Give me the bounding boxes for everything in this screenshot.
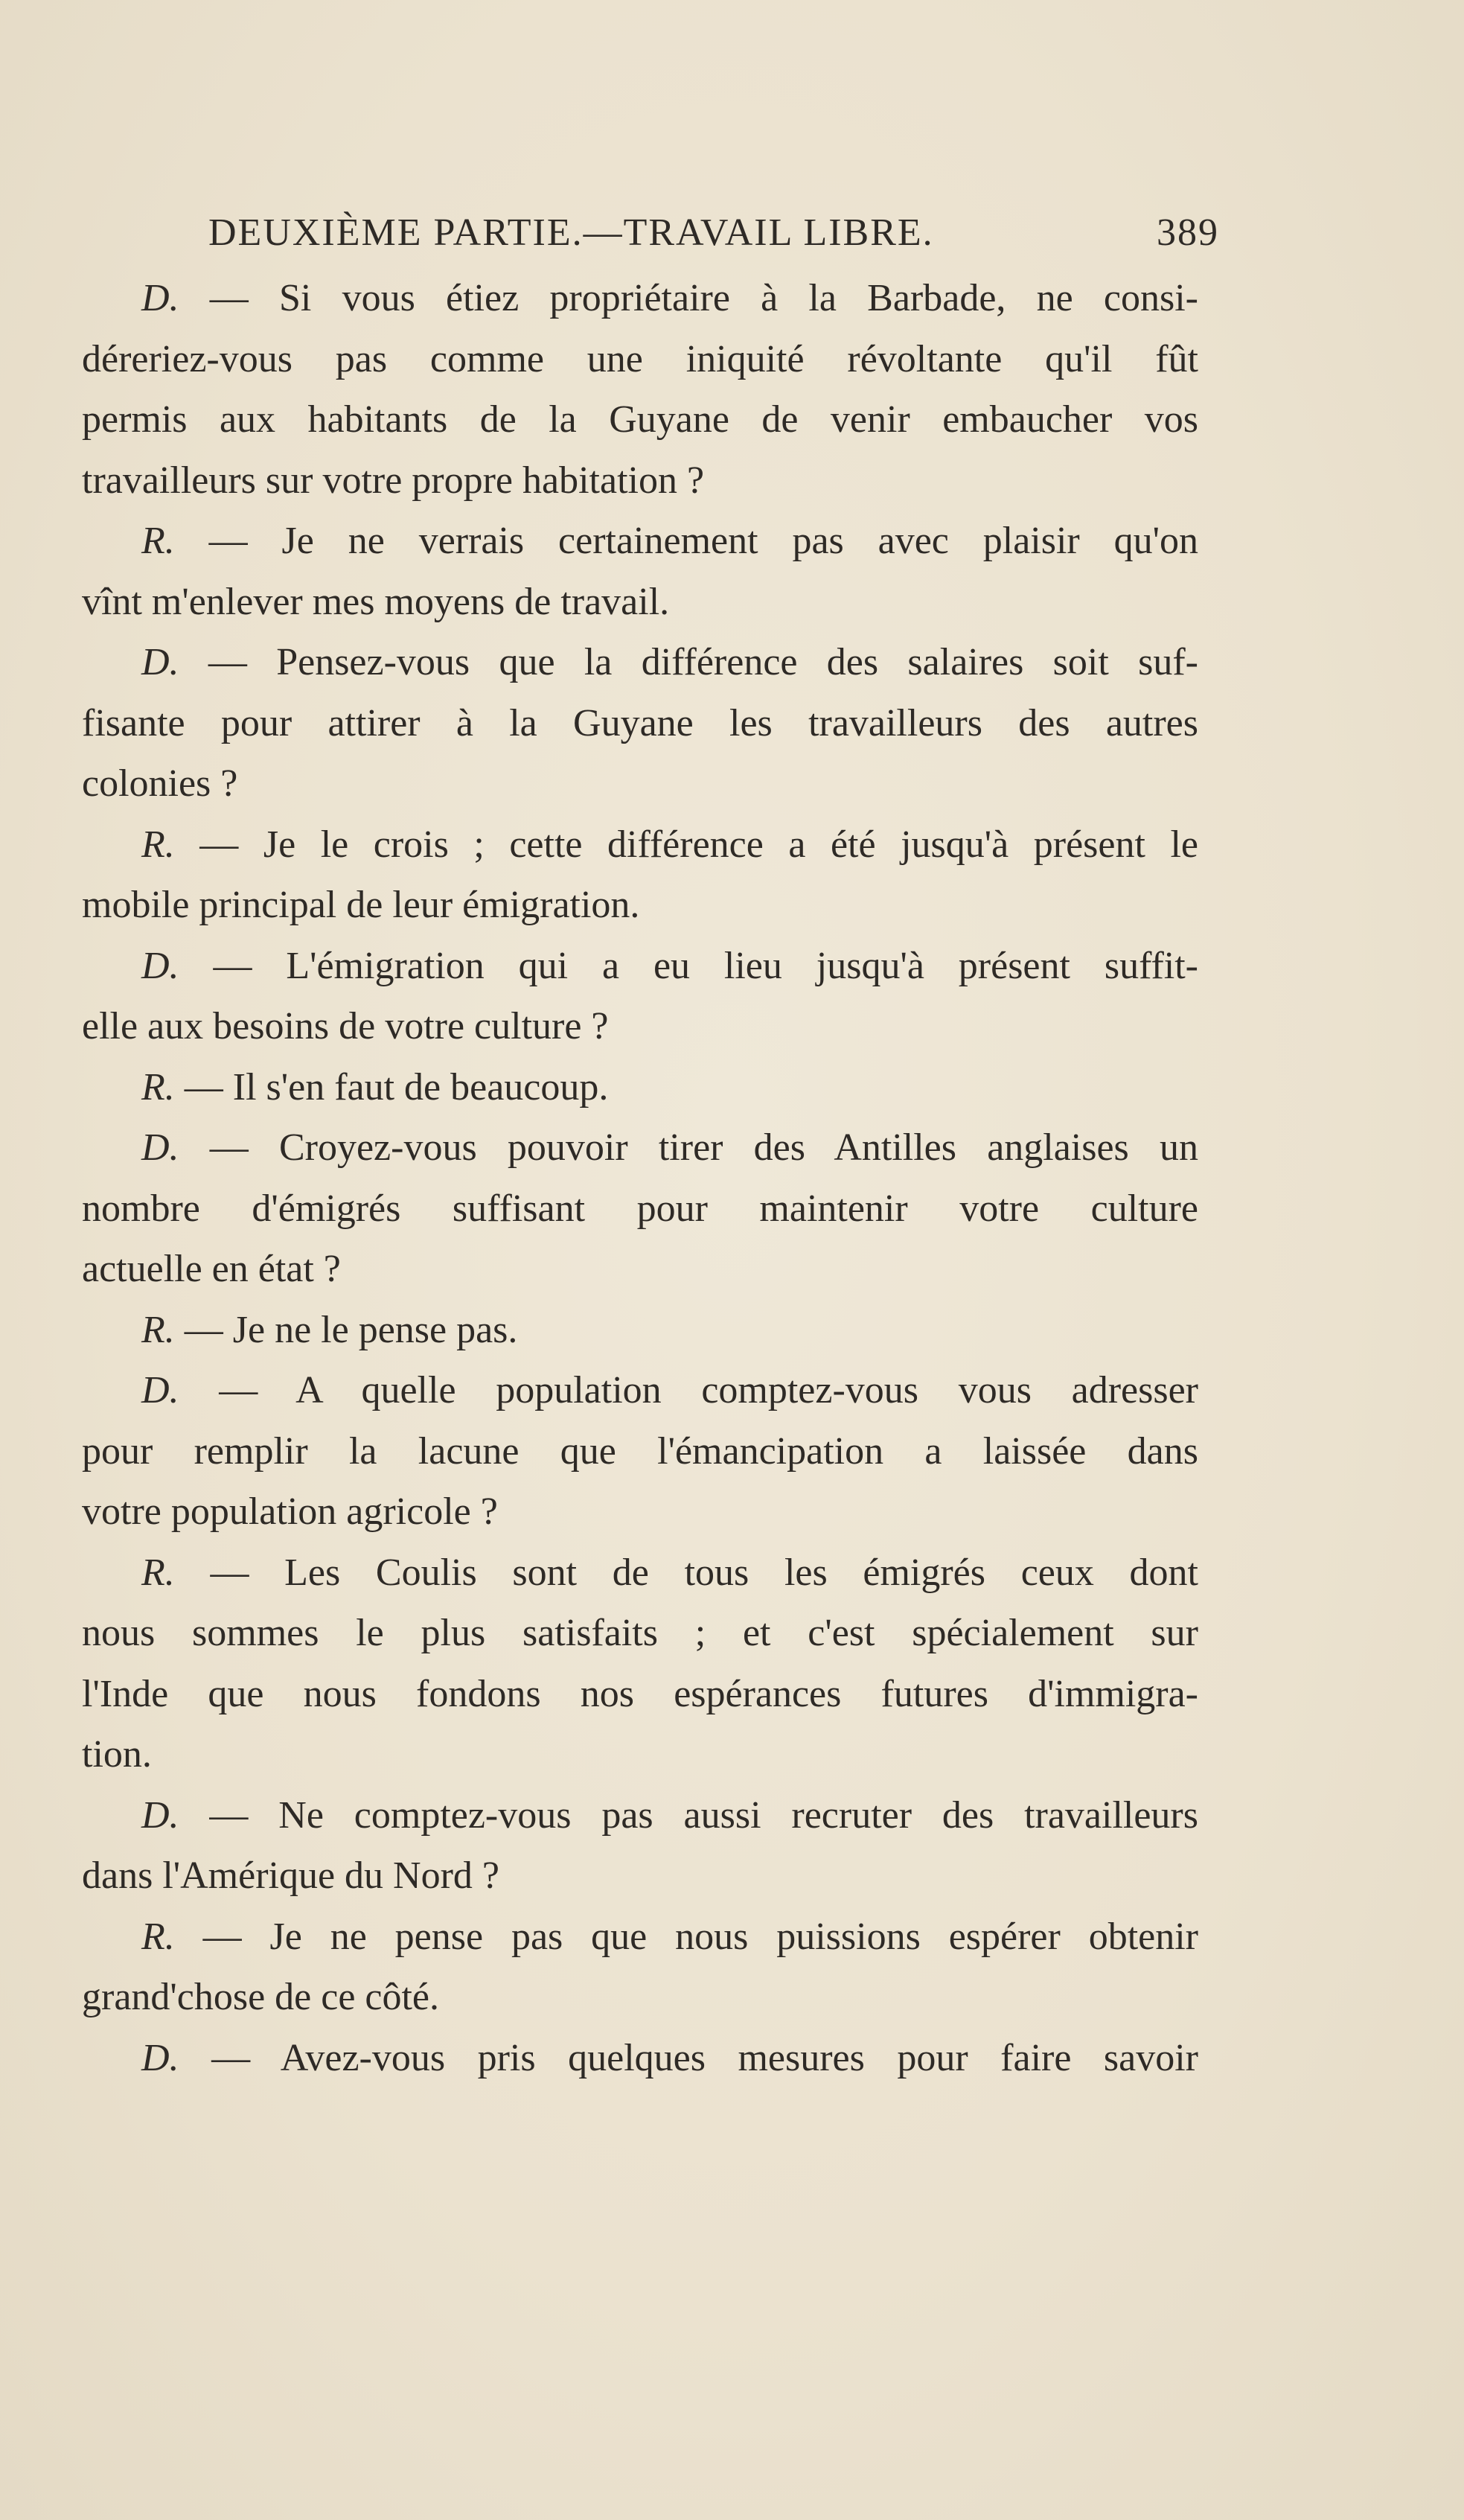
- line-text: — Je ne pense pas que nous puissions espérer obtenir: [174, 1915, 1198, 1958]
- text-line: [82, 1846, 1198, 1907]
- speaker-label: R.: [141, 823, 175, 866]
- text-line: [82, 632, 1198, 693]
- line-text: tion.: [82, 1733, 152, 1776]
- text-line: [82, 693, 1198, 754]
- line-text: fisante pour attirer à la Guyane les travailleurs des autres: [82, 701, 1198, 744]
- line-text: l'Inde que nous fondons nos espérances futures d'immigra-: [82, 1672, 1198, 1715]
- line-text: — Les Coulis sont de tous les émigrés ceux dont: [174, 1551, 1198, 1594]
- line-text: colonies ?: [82, 762, 238, 805]
- line-text: — Avez-vous pris quelques mesures pour faire savoir: [179, 2036, 1198, 2079]
- line-text: elle aux besoins de votre culture ?: [82, 1005, 609, 1047]
- text-line: [82, 1239, 1198, 1300]
- speaker-label: R.: [141, 1308, 175, 1351]
- text-line: [82, 1117, 1198, 1178]
- text-line: [82, 1603, 1198, 1664]
- page-number: 389: [1157, 211, 1219, 254]
- text-line: [82, 572, 1198, 633]
- speaker-label: R.: [141, 1065, 175, 1109]
- line-text: votre population agricole ?: [82, 1490, 498, 1533]
- line-text: — Ne comptez-vous pas aussi recruter des travailleurs: [179, 1793, 1198, 1837]
- text-line: [82, 2028, 1198, 2089]
- speaker-label: D.: [141, 1369, 179, 1411]
- text-line: [82, 1724, 1198, 1785]
- line-text: dans l'Amérique du Nord ?: [82, 1854, 500, 1897]
- line-text: travailleurs sur votre propre habitation ?: [82, 459, 705, 502]
- speaker-label: D.: [141, 1126, 179, 1169]
- line-text: mobile principal de leur émigration.: [82, 884, 640, 926]
- text-line: [82, 1967, 1198, 2028]
- speaker-label: D.: [141, 277, 179, 319]
- text-line: [82, 753, 1198, 814]
- text-line: [82, 1421, 1198, 1482]
- text-line: [82, 389, 1198, 450]
- text-line: [82, 1907, 1198, 1968]
- line-text: vînt m'enlever mes moyens de travail.: [82, 580, 670, 623]
- speaker-label: R.: [141, 520, 175, 562]
- line-text: — Si vous étiez propriétaire à la Barbade, ne consi-: [179, 277, 1198, 319]
- text-line: [82, 450, 1198, 511]
- line-text: pour remplir la lacune que l'émancipation a laissée dans: [82, 1429, 1198, 1473]
- text-line: [82, 936, 1198, 997]
- running-head: [208, 207, 1219, 259]
- text-line: [82, 814, 1198, 875]
- speaker-label: R.: [141, 1551, 175, 1594]
- speaker-label: D.: [141, 2036, 179, 2079]
- line-text: — Je ne verrais certainement pas avec plaisir qu'on: [174, 520, 1198, 562]
- speaker-label: D.: [141, 944, 179, 987]
- line-text: — Pensez-vous que la différence des salaires soit suf-: [179, 641, 1198, 683]
- text-line: [82, 996, 1198, 1057]
- line-text: nous sommes le plus satisfaits ; et c'est spécialement sur: [82, 1612, 1198, 1654]
- line-text: — Je ne le pense pas.: [174, 1308, 518, 1351]
- speaker-label: D.: [141, 641, 179, 683]
- text-line: [82, 1178, 1198, 1240]
- line-text: actuelle en état ?: [82, 1248, 341, 1290]
- running-head-title: DEUXIÈME PARTIE.—TRAVAIL LIBRE.: [208, 211, 934, 254]
- line-text: nombre d'émigrés suffisant pour maintenir votre culture: [82, 1187, 1198, 1230]
- text-line: [82, 1360, 1198, 1421]
- text-line: [82, 329, 1198, 390]
- line-text: — Il s'en faut de beaucoup.: [174, 1065, 609, 1109]
- text-line: [82, 268, 1198, 329]
- text-line: [82, 1664, 1198, 1725]
- line-text: — Croyez-vous pouvoir tirer des Antilles anglaises un: [179, 1126, 1198, 1169]
- text-line: [82, 1300, 1198, 1361]
- text-line: [82, 1057, 1198, 1118]
- line-text: grand'chose de ce côté.: [82, 1976, 440, 2018]
- line-text: — A quelle population comptez-vous vous adresser: [179, 1369, 1198, 1411]
- line-text: déreriez-vous pas comme une iniquité révoltante qu'il fût: [82, 337, 1198, 380]
- text-line: [82, 1785, 1198, 1846]
- speaker-label: D.: [141, 1793, 179, 1837]
- text-line: [82, 511, 1198, 572]
- speaker-label: R.: [141, 1915, 175, 1958]
- line-text: — L'émigration qui a eu lieu jusqu'à présent suffit-: [179, 944, 1198, 987]
- text-line: [82, 875, 1198, 936]
- line-text: — Je le crois ; cette différence a été jusqu'à présent le: [174, 823, 1198, 866]
- text-line: [82, 1481, 1198, 1543]
- line-text: permis aux habitants de la Guyane de venir embaucher vos: [82, 398, 1198, 441]
- text-line: [82, 1543, 1198, 1604]
- body-text: [82, 268, 1198, 2088]
